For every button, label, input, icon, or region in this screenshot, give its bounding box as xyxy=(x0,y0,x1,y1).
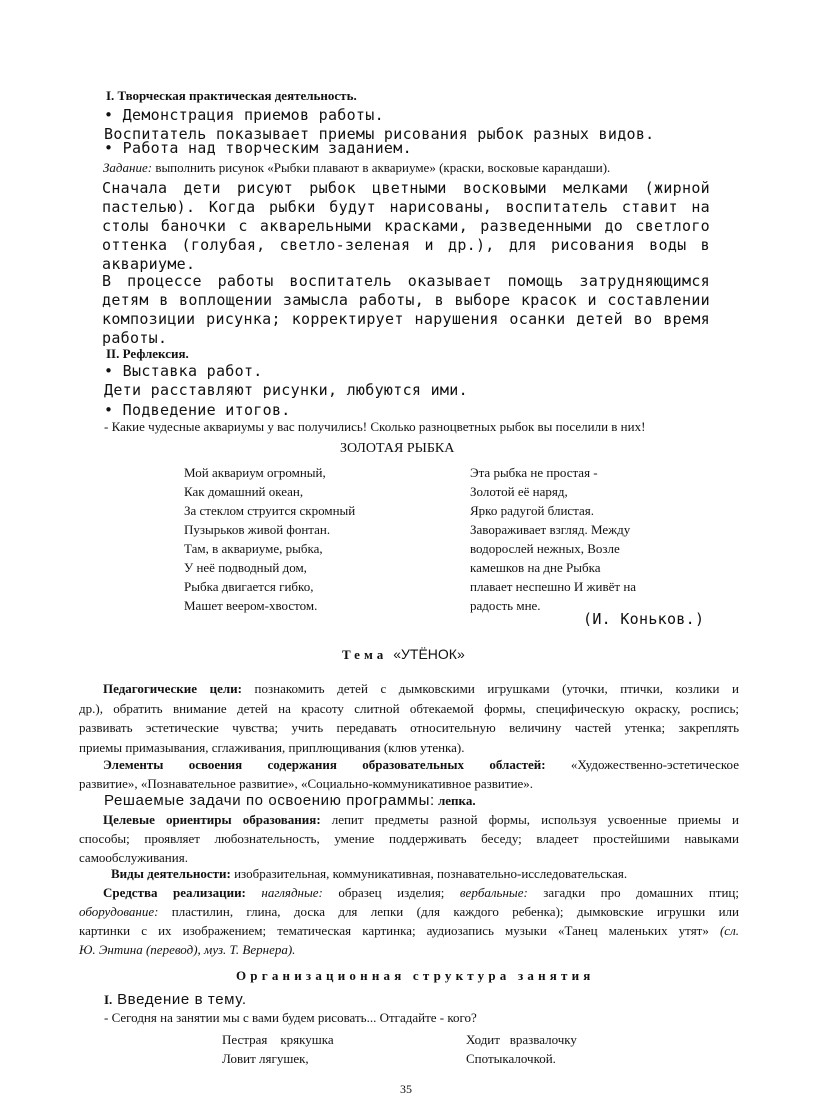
poem-line: Мой аквариум огромный, xyxy=(184,465,326,480)
means-verbal-label: вербальные: xyxy=(459,885,528,900)
intro-line xyxy=(104,991,247,1009)
poem-author: (И. Коньков.) xyxy=(583,610,705,628)
poem-line: Пузырьков живой фонтан. xyxy=(184,522,331,537)
structure-title: Организационная структура занятия xyxy=(236,968,595,983)
poem-line: Машет веером-хвостом. xyxy=(184,598,318,613)
topic-title: «УТЁНОК» xyxy=(393,646,465,662)
text-line: композиции рисунка; корректирует нарушения осанки детей во время xyxy=(102,310,710,328)
section-heading: II. Рефлексия. xyxy=(106,346,189,361)
paragraph-help xyxy=(102,272,710,348)
question-line: - Сегодня на занятии мы с вами будем рисовать... Отгадайте - кого? xyxy=(104,1010,477,1025)
goals-block xyxy=(79,679,739,757)
activities-line xyxy=(111,866,627,882)
bullet-item: • Работа над творческим заданием. xyxy=(104,139,412,157)
tasks-line xyxy=(104,792,476,810)
topic-heading xyxy=(342,646,465,664)
goals-label: Педагогические цели: xyxy=(103,681,242,696)
poem-left-column xyxy=(184,463,355,615)
riddle-left xyxy=(222,1030,334,1068)
poem-line: Как домашний океан, xyxy=(184,484,304,499)
intro-text: Введение в тему. xyxy=(112,991,247,1008)
text-line: столы баночки с акварельными красками, разведенными до светлого xyxy=(102,217,710,235)
poem-line: Золотой её наряд, xyxy=(470,484,568,499)
targets-label: Целевые ориентиры образования: xyxy=(103,812,321,827)
elements-block xyxy=(79,755,739,793)
means-visual-label: наглядные: xyxy=(261,885,323,900)
text-line: В процессе работы воспитатель оказывает помощь затрудняющимся xyxy=(102,272,710,290)
text-line: др.), обратить внимание детей на красоту слитной обтекаемой формы, специфическую окраску, роспись; xyxy=(79,700,739,716)
text-line: самообслуживания. xyxy=(79,850,188,865)
tasks-text: Решаемые задачи по освоению программы: xyxy=(104,792,435,809)
intro-num: I. xyxy=(104,992,113,1007)
riddle-line: Ходит вразвалочку xyxy=(466,1032,577,1047)
poem-line: Завораживает взгляд. Между xyxy=(470,522,631,537)
targets-text: лепит предметы разной формы, используя усвоенные приемы и xyxy=(320,812,739,827)
text-line xyxy=(79,810,739,829)
riddle-line: Пестрая крякушка xyxy=(222,1032,334,1047)
means-label: Средства реализации: xyxy=(103,885,246,900)
text-line xyxy=(79,921,739,940)
text-line xyxy=(79,679,739,699)
text-line: способы; проявляет любознательность, умение поддерживать беседу; владеет простейшими навыками xyxy=(79,831,739,846)
activities-label: Виды деятельности: xyxy=(111,866,231,881)
topic-label: Тема xyxy=(342,647,388,662)
riddle-line: Ловит лягушек, xyxy=(222,1051,309,1066)
poem-line: плавает неспешно И живёт на xyxy=(470,579,637,594)
means-verbal: загадки про домашних птиц; xyxy=(527,885,739,900)
poem-line: Ярко радугой блистая. xyxy=(470,503,595,518)
goals-text: познакомить детей с дымковскими игрушками (уточки, птички, козлики и xyxy=(241,681,739,696)
text-line: оттенка (голубая, светло-зеленая и др.), для рисования воды в xyxy=(102,236,710,254)
task-text: выполнить рисунок «Рыбки плавают в аквариуме» (краски, восковые карандаши). xyxy=(152,160,611,175)
text-line xyxy=(79,883,739,902)
means-equip: пластилин, глина, доска для лепки (для каждого ребенка); дымковские игрушки или xyxy=(158,904,739,919)
means-line3: картинки с их изображением; тематическая картинка; аудиозапись музыки «Танец маленьких утят» xyxy=(79,923,720,938)
poem-line: Рыбка двигается гибко, xyxy=(184,579,314,594)
means-block xyxy=(79,883,739,959)
paragraph-drawing xyxy=(102,179,710,274)
poem-line: Там, в аквариуме, рыбка, xyxy=(184,541,323,556)
text-line: - Какие чудесные аквариумы у вас получились! Сколько разноцветных рыбок вы поселили в них! xyxy=(104,419,646,434)
task-label: Задание: xyxy=(103,160,153,175)
text-line: приемы примазывания, сглаживания, приплющивания (клюв утенка). xyxy=(79,739,465,755)
text-line: аквариуме. xyxy=(102,255,196,273)
text-line: Ю. Энтина (перевод), муз. Т. Вернера). xyxy=(79,942,296,957)
text-line: Воспитатель показывает приемы рисования рыбок разных видов. xyxy=(104,125,655,143)
task-line xyxy=(103,160,610,176)
text-line xyxy=(79,902,739,921)
poem-line: Эта рыбка не простая - xyxy=(470,465,598,480)
activities-text: изобразительная, коммуникативная, познавательно-исследовательская. xyxy=(230,866,628,881)
means-visual: образец изделия; xyxy=(322,885,460,900)
poem-right-column xyxy=(470,463,636,615)
bullet-item: • Выставка работ. xyxy=(104,362,263,380)
tasks-value: лепка. xyxy=(434,793,476,808)
text-line: развивать эстетические чувства; учить передавать относительную величину частей утенка; закреплять xyxy=(79,720,739,735)
poem-line: У неё подводный дом, xyxy=(184,560,307,575)
means-line3-italic: (сл. xyxy=(719,923,739,938)
text-line: детям в воплощении замысла работы, в выборе красок и составлении xyxy=(102,291,710,309)
poem-line: камешков на дне Рыбка xyxy=(470,560,601,575)
riddle-right xyxy=(466,1030,577,1068)
text-line: работы. xyxy=(102,329,168,347)
bullet-item: • Подведение итогов. xyxy=(104,401,291,419)
bullet-item: • Демонстрация приемов работы. xyxy=(104,106,384,124)
targets-block xyxy=(79,810,739,867)
riddle-line: Спотыкалочкой. xyxy=(466,1051,556,1066)
section-heading: I. Творческая практическая деятельность. xyxy=(106,88,357,103)
text-line xyxy=(79,755,739,774)
text-line: пастелью). Когда рыбки будут нарисованы, воспитатель ставит на xyxy=(102,198,710,216)
poem-line: радость мне. xyxy=(470,598,541,613)
poem-line: водорослей нежных, Возле xyxy=(470,541,620,556)
text-line: Дети расставляют рисунки, любуются ими. xyxy=(104,381,468,399)
poem-title: ЗОЛОТАЯ РЫБКА xyxy=(340,441,455,456)
elements-text: «Художественно-эстетическое xyxy=(545,757,739,772)
page-number: 35 xyxy=(400,1082,412,1096)
elements-label: Элементы освоения содержания образовательных областей: xyxy=(103,757,546,772)
means-equip-label: оборудование: xyxy=(79,904,159,919)
poem-line: За стеклом струится скромный xyxy=(184,503,356,518)
text-line: Сначала дети рисуют рыбок цветными восковыми мелками (жирной xyxy=(102,179,710,197)
text-line: развитие», «Познавательное развитие», «Социально-коммуникативное развитие». xyxy=(79,776,534,791)
